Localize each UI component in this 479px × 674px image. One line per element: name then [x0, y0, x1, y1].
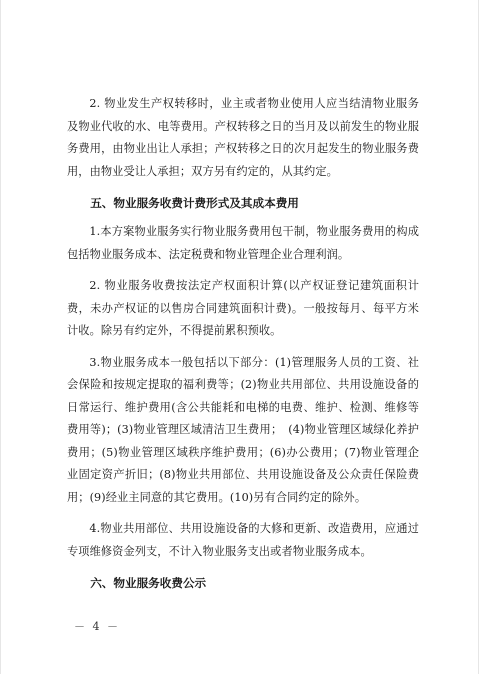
- paragraph-fee-system: 1.本方案物业服务实行物业服务费用包干制，物业服务费用的构成包括物业服务成本、法定税费和物业管理企业合理利润。: [67, 225, 419, 261]
- paragraph-fee-calculation: 2. 物业服务收费按法定产权面积计算(以产权证登记建筑面积计费，未办产权证的以售房合同建筑面积计费)。一般按每月、每平方米计收。除另有约定外，不得提前累积预收。: [67, 279, 419, 337]
- paragraph-maintenance-fund: 4.物业共用部位、共用设施设备的大修和更新、改造费用，应通过专项维修资金列支，不计入物业服务支出或者物业服务成本。: [67, 522, 419, 558]
- page-number: － 4 －: [74, 620, 120, 633]
- paragraph-property-transfer: 2. 物业发生产权转移时，业主或者物业使用人应当结清物业服务及物业代收的水、电等费用。产权转移之日的当月及以前发生的物业服务费用，由物业出让人承担；产权转移之日的次月起发生的物业服务费用，由物业受让人承担；双方另有约定的，从其约定。: [67, 97, 419, 178]
- document-body: [67, 93, 419, 601]
- section-heading-5: 五、物业服务收费计费形式及其成本费用: [90, 196, 299, 210]
- paragraph-service-cost: 3.物业服务成本一般包括以下部分：(1)管理服务人员的工资、社会保险和按规定提取的福利费等；(2)物业共用部位、共用设施设备的日常运行、维护费用(含公共能耗和电梯的电费、维护、检测、维修等费用等)；(3)物业管理区域清洁卫生费用； (4)物业管理区域绿化养护费用；(5)物业管理区域秩序维护费用；(6)办公费用；(7)物业管理企业固定资产折旧；(8)物业共用部位、共用设施设备及公众责任保险费用；(9)经业主同意的其它费用。(10)另有合同约定的除外。: [67, 355, 419, 504]
- section-heading-6: 六、物业服务收费公示: [90, 576, 207, 590]
